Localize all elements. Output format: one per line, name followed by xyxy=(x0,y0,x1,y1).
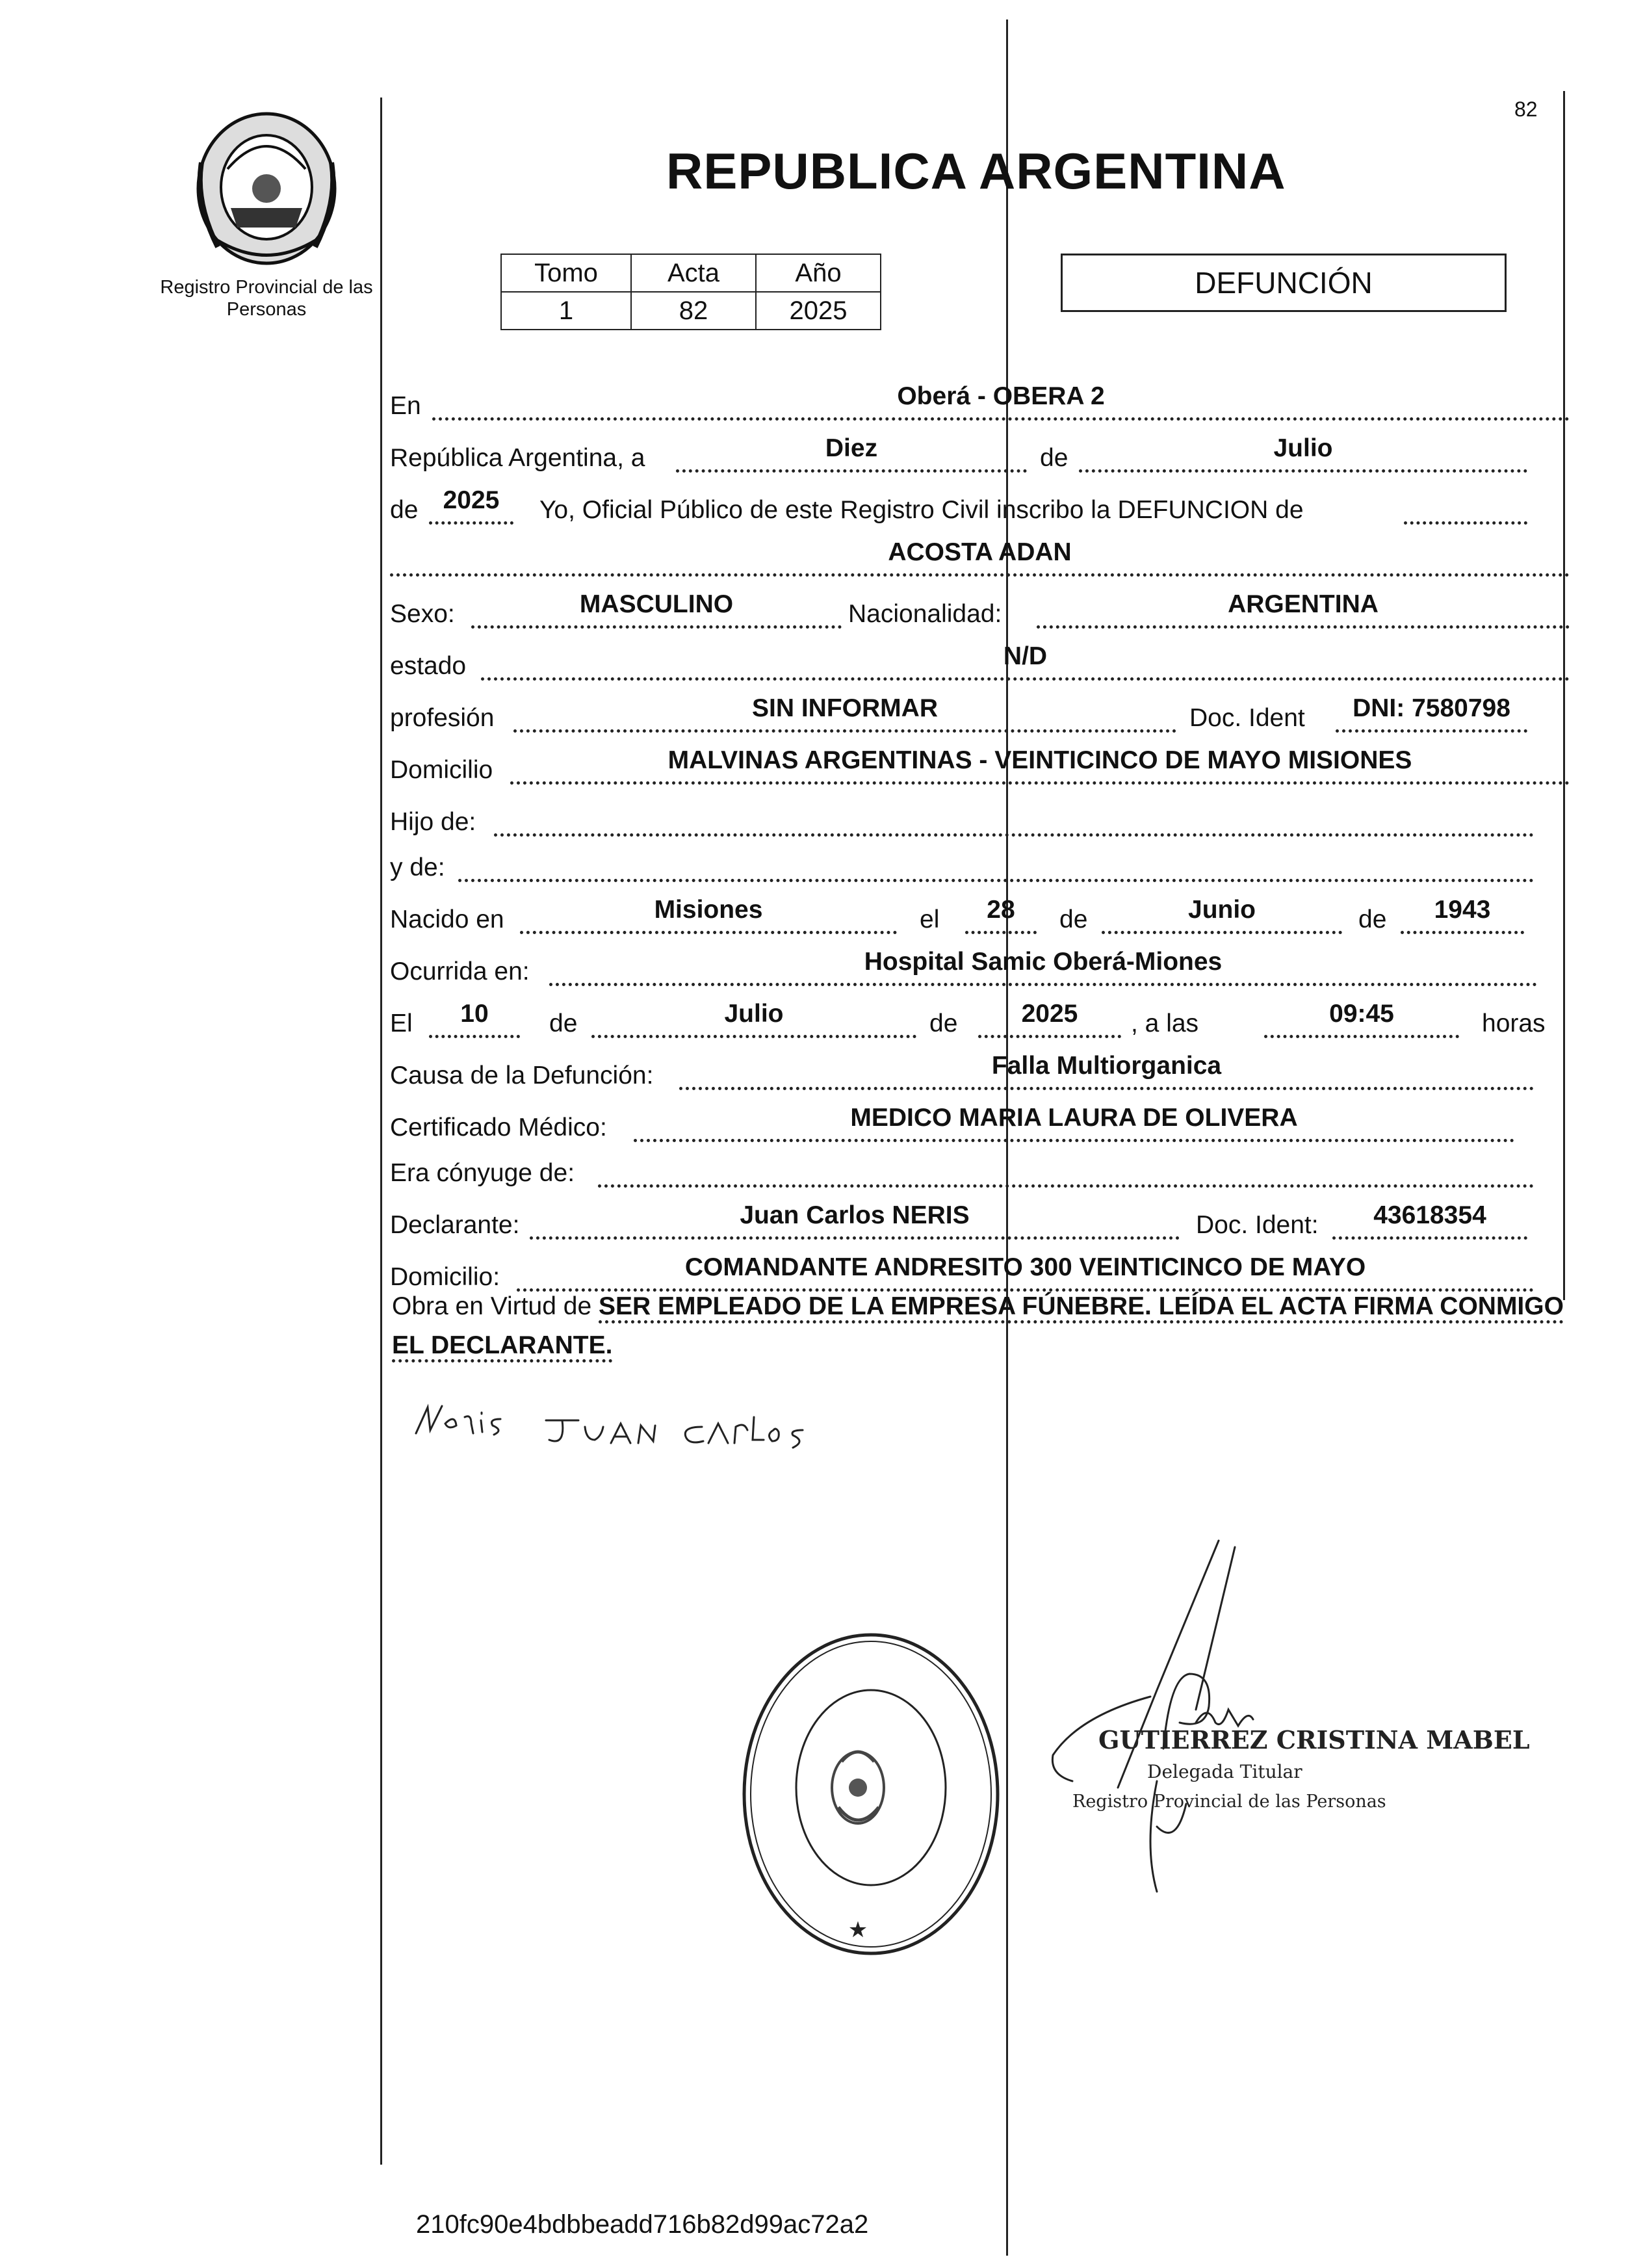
label-en: En xyxy=(390,392,421,420)
value-domicilio-declarante: COMANDANTE ANDRESITO 300 VEINTICINCO DE MAYO xyxy=(684,1253,1366,1281)
field-profesion xyxy=(513,690,1176,733)
label-domicilio-declarante: Domicilio: xyxy=(390,1263,500,1291)
label-certificado: Certificado Médico: xyxy=(390,1114,607,1141)
province-logo xyxy=(192,111,341,273)
row-lugar xyxy=(390,380,1570,426)
registry-name: Registro Provincial de las Personas xyxy=(160,277,373,320)
value-sexo: MASCULINO xyxy=(579,590,734,618)
label-el: el xyxy=(920,906,940,933)
signature-name: GUTIERREZ CRISTINA MABEL xyxy=(1098,1725,1530,1754)
field-doc-ident xyxy=(1336,690,1527,733)
field-declarante xyxy=(530,1197,1180,1240)
field-lugar xyxy=(432,378,1570,421)
field-sexo xyxy=(471,586,842,629)
value-nombre: ACOSTA ADAN xyxy=(888,538,1072,566)
value-declarante: Juan Carlos NERIS xyxy=(740,1201,970,1229)
field-dia xyxy=(676,430,1027,473)
row-conyuge xyxy=(390,1147,1570,1193)
label-conyuge: Era cónyuge de: xyxy=(390,1159,575,1187)
value-ocurrida-en: Hospital Samic Oberá-Miones xyxy=(864,948,1223,976)
row-declarante xyxy=(390,1199,1570,1245)
row-fecha-defuncion xyxy=(390,998,1570,1043)
record-value-tomo: 1 xyxy=(501,292,631,330)
field-nac-mes xyxy=(1102,892,1342,934)
value-certificado: MEDICO MARIA LAURA DE OLIVERA xyxy=(850,1104,1298,1132)
handwritten-declarant-name xyxy=(409,1394,812,1466)
row-fecha-inscripcion xyxy=(390,432,1570,478)
field-decl-doc xyxy=(1332,1197,1527,1240)
label-profesion: profesión xyxy=(390,704,495,732)
label-decl-doc: Doc. Ident: xyxy=(1196,1211,1319,1239)
value-nacido-en: Misiones xyxy=(654,896,763,924)
record-header-acta: Acta xyxy=(631,254,756,292)
label-el2: El xyxy=(390,1010,413,1037)
label-horas: horas xyxy=(1482,1010,1546,1037)
field-anio xyxy=(429,482,513,525)
signature-org: Registro Provincial de las Personas xyxy=(1072,1792,1386,1812)
record-table xyxy=(500,254,881,330)
row-hijo-de xyxy=(390,796,1570,842)
field-nac-dia xyxy=(965,892,1037,934)
field-certificado xyxy=(634,1100,1514,1142)
field-nac-anio xyxy=(1401,892,1524,934)
left-margin-line xyxy=(380,98,382,2165)
record-header-tomo: Tomo xyxy=(501,254,631,292)
field-domicilio-declarante xyxy=(517,1249,1534,1292)
row-domicilio xyxy=(390,744,1570,790)
svg-text:★: ★ xyxy=(848,1917,868,1943)
field-ocurrida-en xyxy=(549,944,1537,986)
label-causa: Causa de la Defunción: xyxy=(390,1062,654,1089)
value-nac-dia: 28 xyxy=(987,896,1015,924)
field-conyuge xyxy=(598,1145,1534,1188)
obra-en-virtud xyxy=(392,1287,1572,1365)
label-republica: República Argentina, a xyxy=(390,444,645,472)
page-number: 82 xyxy=(1514,98,1538,121)
field-nacionalidad xyxy=(1037,586,1570,629)
field-def-mes xyxy=(591,996,916,1038)
value-mes: Julio xyxy=(1273,434,1333,462)
value-def-hora: 09:45 xyxy=(1329,1000,1394,1028)
document-type: DEFUNCIÓN xyxy=(1195,266,1373,300)
value-def-anio: 2025 xyxy=(1021,1000,1078,1028)
value-domicilio: MALVINAS ARGENTINAS - VEINTICINCO DE MAYO MISIONES xyxy=(667,746,1412,774)
official-seal xyxy=(734,1625,1007,1963)
label-nacido-en: Nacido en xyxy=(390,906,504,933)
label-nac-de2: de xyxy=(1358,906,1387,933)
field-estado xyxy=(481,638,1570,681)
label-sexo: Sexo: xyxy=(390,600,455,628)
value-nac-mes: Junio xyxy=(1188,896,1256,924)
row-nombre xyxy=(390,536,1570,582)
label-de: de xyxy=(1040,444,1069,472)
row-profesion xyxy=(390,692,1570,738)
value-decl-doc: 43618354 xyxy=(1373,1201,1486,1229)
text-oficial: Yo, Oficial Público de este Registro Civil inscribo la DEFUNCION de xyxy=(539,496,1304,524)
value-anio: 2025 xyxy=(443,486,500,514)
value-nac-anio: 1943 xyxy=(1434,896,1491,924)
field-hijo-de xyxy=(494,794,1534,837)
field-def-anio xyxy=(978,996,1121,1038)
value-doc-ident: DNI: 7580798 xyxy=(1353,694,1510,722)
label-de2: de xyxy=(390,496,419,524)
field-def-dia xyxy=(429,996,520,1038)
value-causa: Falla Multiorganica xyxy=(991,1052,1222,1080)
value-nacionalidad: ARGENTINA xyxy=(1228,590,1379,618)
label-ocurrida-en: Ocurrida en: xyxy=(390,958,530,985)
field-mes xyxy=(1079,430,1527,473)
label-obra: Obra en Virtud de xyxy=(392,1292,592,1320)
label-declarante: Declarante: xyxy=(390,1211,520,1239)
label-def-de2: de xyxy=(929,1010,958,1037)
label-def-de1: de xyxy=(549,1010,578,1037)
signature-role: Delegada Titular xyxy=(1147,1761,1302,1782)
label-nacionalidad: Nacionalidad: xyxy=(848,600,1002,628)
page-title: REPUBLICA ARGENTINA xyxy=(666,142,1286,200)
row-sexo xyxy=(390,588,1570,634)
field-nacido-en xyxy=(520,892,897,934)
label-estado: estado xyxy=(390,652,467,680)
document-type-box xyxy=(1061,254,1507,312)
document-hash: 210fc90e4bdbbeadd716b82d99ac72a2 xyxy=(416,2210,869,2239)
field-domicilio xyxy=(510,742,1570,785)
label-domicilio: Domicilio xyxy=(390,756,493,784)
row-nacimiento xyxy=(390,894,1570,939)
field-causa xyxy=(679,1048,1534,1090)
field-nombre xyxy=(390,534,1570,577)
value-estado: N/D xyxy=(1003,642,1048,670)
row-causa xyxy=(390,1050,1570,1095)
field-def-hora xyxy=(1264,996,1459,1038)
record-value-anio: 2025 xyxy=(756,292,881,330)
label-nac-de1: de xyxy=(1059,906,1088,933)
row-ocurrida xyxy=(390,946,1570,991)
value-profesion: SIN INFORMAR xyxy=(752,694,938,722)
field-y-de xyxy=(458,840,1534,882)
value-obra: SER EMPLEADO DE LA EMPRESA FÚNEBRE. LEÍDA EL ACTA FIRMA CONMIGO EL DECLARANTE. xyxy=(392,1292,1564,1362)
row-estado xyxy=(390,640,1570,686)
row-y-de xyxy=(390,842,1570,887)
label-doc-ident: Doc. Ident xyxy=(1189,704,1305,732)
value-dia: Diez xyxy=(825,434,878,462)
row-certificado xyxy=(390,1102,1570,1147)
label-hijo-de: Hijo de: xyxy=(390,808,476,836)
record-header-anio: Año xyxy=(756,254,881,292)
value-def-mes: Julio xyxy=(724,1000,784,1028)
value-lugar: Oberá - OBERA 2 xyxy=(897,382,1105,410)
value-def-dia: 10 xyxy=(460,1000,489,1028)
row-anio-oficial xyxy=(390,484,1570,530)
record-value-acta: 82 xyxy=(631,292,756,330)
field-oficial-blank xyxy=(1404,482,1527,525)
label-y-de: y de: xyxy=(390,854,445,881)
official-signature xyxy=(1046,1534,1530,1898)
label-a-las: , a las xyxy=(1131,1010,1199,1037)
